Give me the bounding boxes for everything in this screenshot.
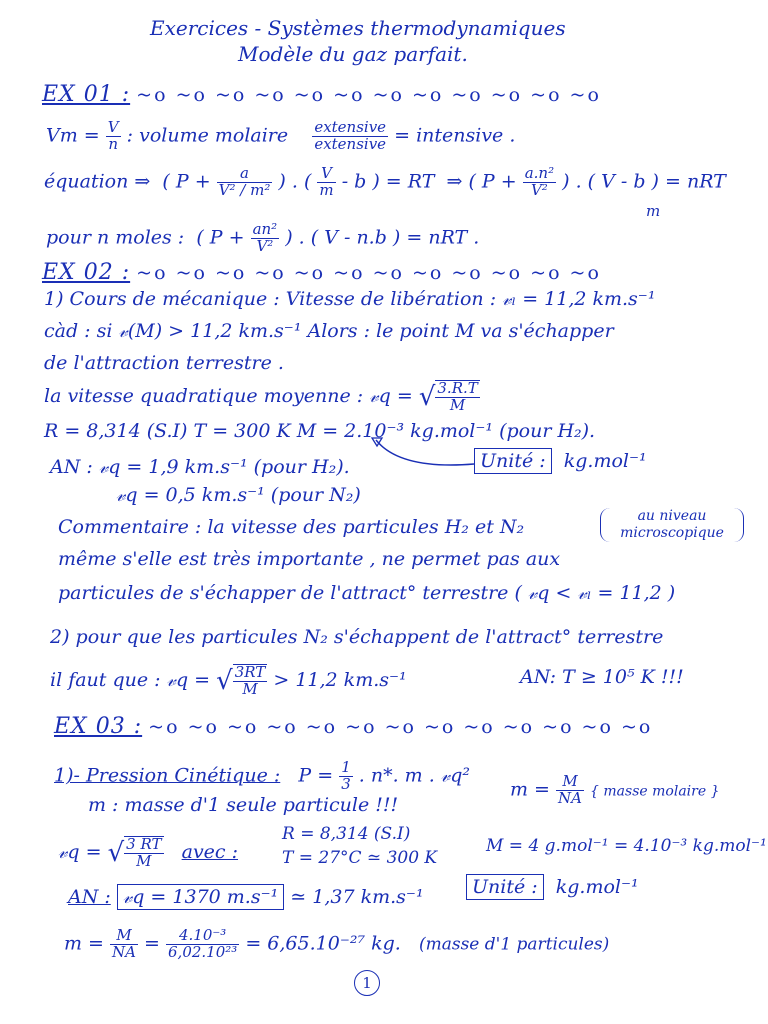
part2-ineq: > 11,2 km.s⁻¹ [273, 668, 407, 691]
vq-sqrt-frac [435, 381, 479, 414]
ex02-part2-an: AN: T ≥ 10⁵ K !!! [520, 666, 684, 688]
title-line-2: Modèle du gaz parfait. [238, 42, 468, 66]
p1-frac [339, 760, 353, 793]
m-frac [556, 774, 584, 807]
ex02-unite-value: kg.mol⁻¹ [563, 450, 647, 472]
vq-label: la vitesse quadratique moyenne : 𝓋q = [44, 384, 413, 407]
eq-part4: ) . ( V - b ) = nRT [562, 170, 726, 193]
ex02-comment2: même s'elle est très importante , ne permet pas aux [58, 548, 561, 570]
t-value: T = 27°C ≃ 300 K [282, 848, 438, 868]
part2-sqrt-num: 3RT [234, 663, 266, 681]
ex02-an1: AN : 𝓋q = 1,9 km.s⁻¹ (pour H₂). [50, 456, 350, 478]
final-frac2 [166, 928, 239, 961]
ex03-unite-value: kg.mol⁻¹ [555, 876, 639, 898]
ex02-header: EX 02 : [42, 260, 131, 285]
m-value: M = 4 g.mol⁻¹ = 4.10⁻³ kg.mol⁻¹ [486, 836, 767, 856]
eq-frac1-den: V² / m² [218, 180, 271, 199]
ex03-an-box: 𝓋q = 1370 m.s⁻¹ [117, 884, 284, 910]
eq-frac2-den: m [319, 180, 334, 199]
ex02-unite-box: Unité : [474, 448, 552, 474]
p1-eq-post: . n*. m . 𝓋q² [358, 764, 470, 787]
ex03-an-label: AN : [68, 886, 111, 908]
eq-frac3 [523, 166, 556, 199]
eq-frac1-num: a [217, 166, 273, 183]
ext-den: extensive [314, 134, 387, 153]
ex03-unite [466, 878, 639, 897]
m-equation [510, 774, 719, 807]
eq-frac3-num: a.n² [524, 164, 555, 182]
ex03-p1 [54, 760, 470, 793]
ex02-unite [474, 452, 647, 471]
ex03-header: EX 03 : [54, 714, 143, 739]
ex02-an2: 𝓋q = 0,5 km.s⁻¹ (pour N₂) [116, 484, 361, 506]
vm-definition [46, 120, 515, 153]
ext-num: extensive [314, 118, 387, 136]
part2-sqrt-frac [233, 665, 268, 698]
ex01-header-row [42, 84, 601, 106]
ex03-an-approx: ≃ 1,37 km.s⁻¹ [290, 886, 424, 908]
vm-text: : volume molaire [126, 124, 289, 147]
moles-label: pour n moles : [46, 226, 185, 249]
p1-label: 1)- Pression Cinétique : [54, 764, 281, 787]
p1-frac-num: 1 [341, 758, 351, 776]
final-pre: m = [64, 932, 104, 955]
moles-part2: ) . ( V - n.b ) = nRT . [285, 226, 480, 249]
eq-m-sub: m [646, 202, 661, 220]
vq3-den: M [136, 851, 152, 870]
ex03-squiggle: ~o ~o ~o ~o ~o ~o ~o ~o ~o ~o ~o ~o ~o [148, 716, 653, 738]
ex03-final-line [64, 928, 609, 961]
ex02-part2a: 2) pour que les particules N₂ s'échappent de l'attract° terrestre [50, 626, 664, 648]
vq-sqrt-num: 3.R.T [437, 379, 478, 397]
p1-frac-den: 3 [341, 774, 351, 793]
final-frac2-den: 6,02.10²³ [168, 942, 238, 961]
r-value: R = 8,314 (S.I) [282, 824, 411, 844]
ex02-comment1: Commentaire : la vitesse des particules H₂ et N₂ [58, 516, 525, 538]
eq-part1: ( P + [162, 170, 211, 193]
final-eq: = [144, 932, 160, 955]
equation-line [44, 166, 726, 199]
part2-sqrt-den: M [242, 679, 258, 698]
vq-sqrt-line [58, 836, 238, 870]
m-eq-pre: m = [510, 778, 550, 801]
ex02-line2: càd : si 𝓋(M) > 11,2 km.s⁻¹ Alors : le point M va s'échapper [44, 320, 614, 342]
m-definition: m : masse d'1 seule particule !!! [88, 794, 399, 816]
extensive-fraction [312, 120, 388, 153]
sqrt-symbol: √ [418, 381, 436, 412]
eq-arrow: ⇒ ( P + [446, 170, 517, 193]
moles-part1: ( P + [196, 226, 245, 249]
title-line-1: Exercices - Systèmes thermodynamiques [150, 16, 566, 40]
m-frac-num: M [556, 774, 584, 791]
eq-frac2-num: V [317, 166, 335, 183]
ex01-squiggle: ~o ~o ~o ~o ~o ~o ~o ~o ~o ~o ~o ~o [136, 84, 601, 106]
vq-sqrt-frac-3 [124, 837, 163, 870]
ex03-an-line [68, 888, 424, 907]
final-frac1-den: NA [112, 942, 136, 961]
final-frac2-num: 4.10⁻³ [166, 928, 239, 945]
avec-label: avec : [181, 840, 239, 863]
vm-lhs: Vm = [46, 124, 100, 147]
ex02-line1: 1) Cours de mécanique : Vitesse de libération : 𝓋ₗ = 11,2 km.s⁻¹ [44, 288, 656, 310]
part2-label: il faut que : 𝓋q = [50, 668, 211, 691]
eq-frac1 [217, 166, 273, 199]
final-note: (masse d'1 particules) [418, 934, 610, 955]
vm-den: n [108, 134, 118, 153]
p1-eq-pre: P = [298, 764, 334, 787]
m-frac-den: NA [558, 788, 582, 807]
moles-line [46, 222, 479, 255]
eq-part3: - b ) = RT [341, 170, 435, 193]
eq-frac2 [317, 166, 335, 199]
moles-frac-num: an² [252, 220, 278, 238]
ex03-unite-box: Unité : [466, 874, 544, 900]
eq-frac3-den: V² [530, 180, 548, 199]
ext-result: = intensive . [394, 124, 516, 147]
sqrt-symbol-2: √ [216, 665, 233, 696]
page-number: 1 [354, 970, 380, 996]
ex02-squiggle: ~o ~o ~o ~o ~o ~o ~o ~o ~o ~o ~o ~o [136, 262, 601, 284]
ex03-header-row [54, 716, 652, 738]
vm-num: V [107, 118, 119, 136]
ex02-header-row [42, 262, 601, 284]
vq-pre: 𝓋q = [58, 840, 102, 863]
eq-label: équation ⇒ [44, 170, 151, 193]
ex01-header: EX 01 : [42, 82, 131, 107]
moles-frac-den: V² [256, 236, 274, 255]
ex02-line3: de l'attraction terrestre . [44, 352, 284, 374]
ex02-part2b [50, 664, 407, 698]
moles-frac [251, 222, 280, 255]
ex02-comment3: particules de s'échapper de l'attract° terrestre ( 𝓋q < 𝓋ₗ = 11,2 ) [58, 582, 676, 604]
ex02-line4 [44, 380, 480, 414]
final-result: = 6,65.10⁻²⁷ kg. [245, 932, 401, 955]
m-note: { masse molaire } [590, 783, 720, 800]
final-frac1 [110, 928, 138, 961]
ex02-line5: R = 8,314 (S.I) T = 300 K M = 2.10⁻³ kg.mol⁻¹ (pour H₂). [44, 420, 596, 442]
unite-arrow [370, 436, 478, 476]
eq-part2: ) . ( [278, 170, 312, 193]
ex02-comment-note: au niveau microscopique [600, 508, 744, 542]
vq-sqrt-den: M [449, 395, 466, 414]
final-frac1-num: M [110, 928, 138, 945]
vm-fraction [106, 120, 121, 153]
vq3-num: 3 RT [126, 835, 162, 853]
sqrt-symbol-3: √ [107, 837, 125, 868]
